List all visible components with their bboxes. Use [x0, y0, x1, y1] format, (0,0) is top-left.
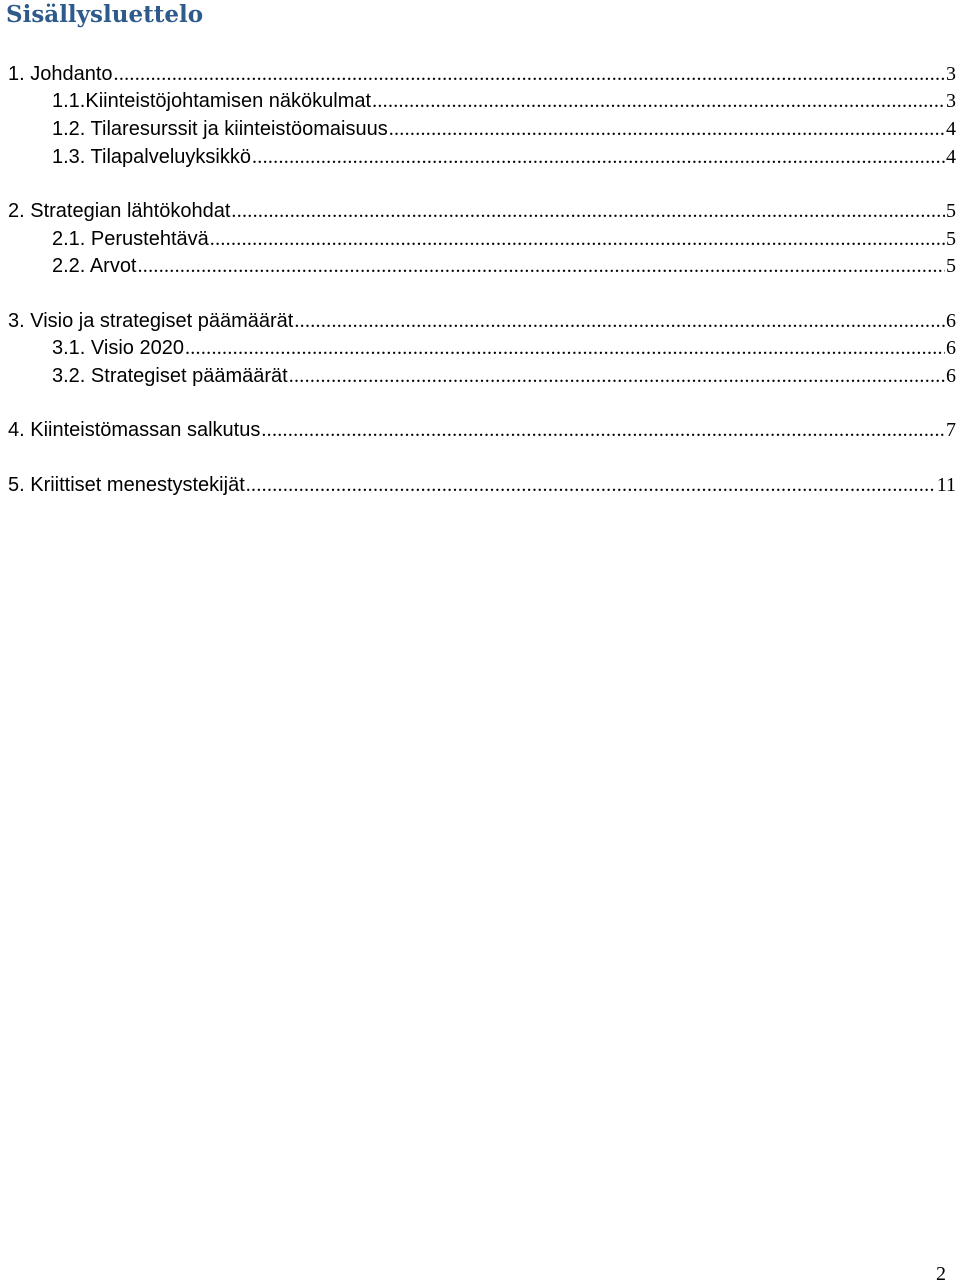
toc-dot-leader [252, 144, 945, 170]
toc-entry-label: 4. Kiinteistömassan salkutus [8, 419, 261, 441]
toc-entry-tilaresurssit[interactable] [52, 116, 956, 142]
toc-dot-leader [372, 88, 945, 114]
toc-entry-page: 5 [946, 228, 956, 250]
toc-entry-page: 5 [946, 200, 956, 222]
toc-entry-perustehtava[interactable] [52, 226, 956, 252]
toc-dot-leader [231, 198, 945, 224]
toc-dot-leader [261, 417, 945, 443]
toc-entry-page: 6 [946, 310, 956, 332]
toc-dot-leader [210, 226, 945, 252]
toc-entry-label: 2.2. Arvot [52, 255, 137, 277]
toc-dot-leader [246, 472, 936, 498]
toc-title: Sisällysluettelo [6, 1, 204, 28]
toc-entry-page: 4 [946, 146, 956, 168]
toc-entry-page: 4 [946, 118, 956, 140]
toc-entry-page: 6 [946, 365, 956, 387]
toc-entry-page: 3 [946, 63, 956, 85]
toc-entry-page: 7 [946, 419, 956, 441]
toc-entry-page: 6 [946, 337, 956, 359]
toc-entry-strategiset-paamaarat[interactable] [52, 363, 956, 389]
table-of-contents [0, 0, 960, 520]
toc-dot-leader [294, 308, 945, 334]
toc-entry-kiinteistojohtamisen-nakokulmat[interactable] [52, 88, 956, 114]
toc-dot-leader [114, 61, 945, 87]
toc-entry-label: 5. Kriittiset menestystekijät [8, 474, 245, 496]
toc-dot-leader [389, 116, 945, 142]
toc-entry-page: 5 [946, 255, 956, 277]
toc-entry-johdanto[interactable] [8, 61, 956, 87]
toc-dot-leader [138, 253, 946, 279]
toc-entry-label: 1.2. Tilaresurssit ja kiinteistöomaisuus [52, 118, 388, 140]
toc-entry-page: 11 [936, 474, 956, 496]
toc-entry-label: 3.1. Visio 2020 [52, 337, 184, 359]
toc-entry-label: 3.2. Strategiset päämäärät [52, 365, 288, 387]
toc-dot-leader [185, 335, 945, 361]
toc-entry-label: 1. Johdanto [8, 63, 113, 85]
toc-entry-kiinteistomassan-salkutus[interactable] [8, 417, 956, 443]
toc-entry-visio-ja-strategiset-paamaarat[interactable] [8, 308, 956, 334]
toc-dot-leader [289, 363, 945, 389]
toc-entry-label: 2. Strategian lähtökohdat [8, 200, 231, 222]
toc-entry-kriittiset-menestystekijat[interactable] [8, 472, 956, 498]
toc-entry-tilapalveluyksikko[interactable] [52, 144, 956, 170]
toc-entry-strategian-lahtokohdat[interactable] [8, 198, 956, 224]
page-number: 2 [936, 1263, 946, 1285]
toc-entry-arvot[interactable] [52, 253, 956, 279]
toc-entry-label: 2.1. Perustehtävä [52, 228, 209, 250]
toc-entry-label: 3. Visio ja strategiset päämäärät [8, 310, 294, 332]
toc-entry-label: 1.1.Kiinteistöjohtamisen näkökulmat [52, 90, 372, 112]
toc-entry-page: 3 [946, 90, 956, 112]
toc-entry-visio-2020[interactable] [52, 335, 956, 361]
toc-entry-label: 1.3. Tilapalveluyksikkö [52, 146, 251, 168]
